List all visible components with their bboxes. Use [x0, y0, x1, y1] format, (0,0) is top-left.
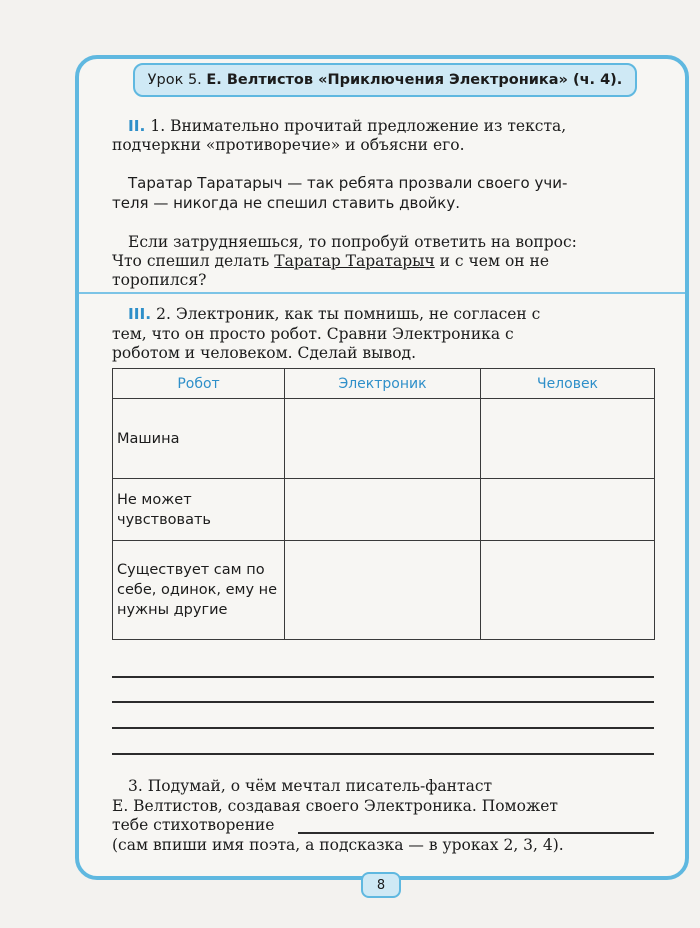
comparison-table	[112, 368, 655, 640]
human-cell[interactable]	[481, 399, 655, 479]
electronic-cell[interactable]	[285, 541, 481, 640]
poem-answer-line[interactable]	[298, 832, 654, 834]
task4-line2: Е. Велтистов, создавая своего Электроника. Поможет	[112, 797, 558, 815]
hint-line2	[112, 251, 549, 271]
task3-instruction: 2. Электроник, как ты помнишь, не согласен с	[156, 305, 541, 323]
task3-line2: тем, что он просто робот. Сравни Электроника с	[112, 325, 514, 343]
electronic-cell[interactable]	[285, 479, 481, 541]
page-number: 8	[361, 872, 401, 898]
answer-line[interactable]	[112, 727, 654, 729]
answer-line[interactable]	[112, 753, 654, 755]
quote-line1: Таратар Таратарыч — так ребята прозвали своего учи-	[128, 174, 568, 192]
hint-text-before: Что спешил делать	[112, 252, 275, 270]
task4-line4: (сам впиши имя поэта, а подсказка — в уроках 2, 3, 4).	[112, 836, 564, 854]
lesson-header	[133, 63, 637, 97]
hint-line3: торопился?	[112, 271, 207, 289]
lesson-number: Урок 5.	[147, 72, 202, 88]
task4-line1: 3. Подумай, о чём мечтал писатель-фантаст	[128, 777, 493, 795]
table-row	[113, 399, 655, 479]
task2-line2: подчеркни «противоречие» и объясни его.	[112, 136, 465, 154]
header-human: Человек	[481, 369, 655, 399]
header-robot: Робот	[113, 369, 285, 399]
human-cell[interactable]	[481, 541, 655, 640]
robot-cell: Машина	[113, 399, 285, 479]
robot-cell: Существует сам по себе, одинок, ему не нужны другие	[113, 541, 285, 640]
hint-line1: Если затрудняешься, то попробуй ответить на вопрос:	[128, 233, 577, 251]
section-divider	[79, 292, 685, 294]
task3-line1	[128, 304, 540, 324]
hint-text-after: и с чем он не	[434, 252, 550, 270]
human-cell[interactable]	[481, 479, 655, 541]
answer-line[interactable]	[112, 676, 654, 678]
task3-line3: роботом и человеком. Сделай вывод.	[112, 344, 417, 362]
task3-roman: III.	[128, 305, 152, 323]
task2-instruction: 1. Внимательно прочитай предложение из текста,	[150, 117, 567, 135]
task2-roman: II.	[128, 117, 146, 135]
task2-line1	[128, 116, 566, 136]
table-row	[113, 541, 655, 640]
quote-line2: теля — никогда не спешил ставить двойку.	[112, 194, 460, 212]
lesson-title: Е. Велтистов «Приключения Электроника» (ч. 4).	[206, 72, 623, 88]
table-header-row	[113, 369, 655, 399]
table-row	[113, 479, 655, 541]
robot-cell: Не может чувствовать	[113, 479, 285, 541]
answer-line[interactable]	[112, 701, 654, 703]
task4-line3: тебе стихотворение	[112, 816, 275, 834]
hint-underlined-name: Таратар Таратарыч	[274, 252, 435, 270]
header-electronic: Электроник	[285, 369, 481, 399]
electronic-cell[interactable]	[285, 399, 481, 479]
